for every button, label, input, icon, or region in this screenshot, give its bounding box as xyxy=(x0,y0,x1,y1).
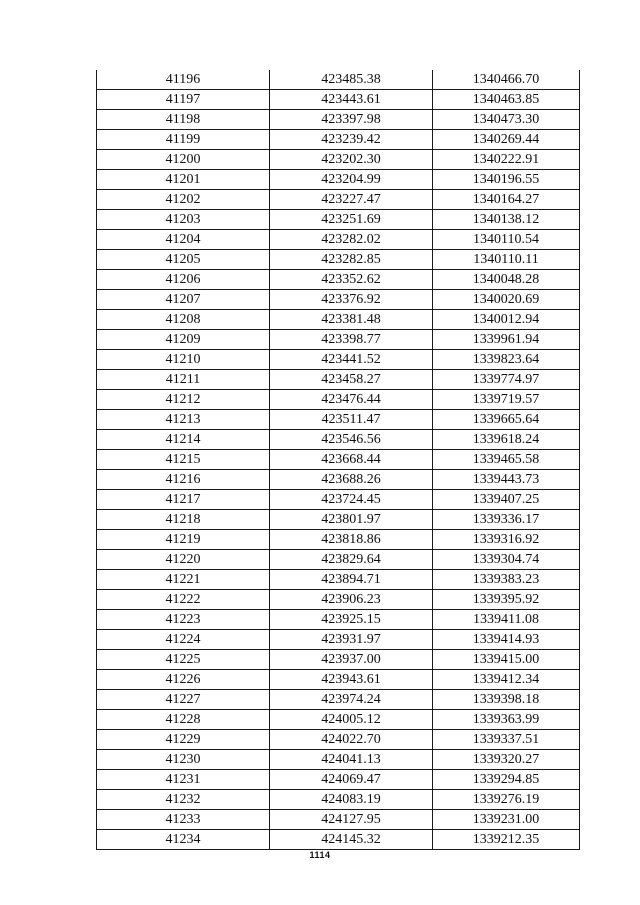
x-coordinate-cell: 423801.97 xyxy=(270,510,433,530)
point-id-cell: 41211 xyxy=(97,370,270,390)
table-row xyxy=(97,230,580,250)
y-coordinate-cell: 1339665.64 xyxy=(433,410,580,430)
y-coordinate-cell: 1340012.94 xyxy=(433,310,580,330)
table-row xyxy=(97,830,580,850)
x-coordinate-cell: 424083.19 xyxy=(270,790,433,810)
table-row xyxy=(97,310,580,330)
point-id-cell: 41214 xyxy=(97,430,270,450)
y-coordinate-cell: 1340222.91 xyxy=(433,150,580,170)
y-coordinate-cell: 1339316.92 xyxy=(433,530,580,550)
point-id-cell: 41207 xyxy=(97,290,270,310)
x-coordinate-cell: 423937.00 xyxy=(270,650,433,670)
table-row xyxy=(97,270,580,290)
point-id-cell: 41233 xyxy=(97,810,270,830)
table-row xyxy=(97,470,580,490)
x-coordinate-cell: 423204.99 xyxy=(270,170,433,190)
x-coordinate-cell: 424022.70 xyxy=(270,730,433,750)
table-row xyxy=(97,650,580,670)
table-row xyxy=(97,770,580,790)
y-coordinate-cell: 1339719.57 xyxy=(433,390,580,410)
point-id-cell: 41196 xyxy=(97,70,270,90)
x-coordinate-cell: 423931.97 xyxy=(270,630,433,650)
y-coordinate-cell: 1339398.18 xyxy=(433,690,580,710)
x-coordinate-cell: 424041.13 xyxy=(270,750,433,770)
page-number: 1114 xyxy=(309,850,331,860)
y-coordinate-cell: 1339618.24 xyxy=(433,430,580,450)
point-id-cell: 41197 xyxy=(97,90,270,110)
y-coordinate-cell: 1339212.35 xyxy=(433,830,580,850)
x-coordinate-cell: 423282.85 xyxy=(270,250,433,270)
table-row xyxy=(97,70,580,90)
table-row xyxy=(97,510,580,530)
point-id-cell: 41210 xyxy=(97,350,270,370)
y-coordinate-cell: 1339414.93 xyxy=(433,630,580,650)
table-row xyxy=(97,450,580,470)
x-coordinate-cell: 423906.23 xyxy=(270,590,433,610)
point-id-cell: 41206 xyxy=(97,270,270,290)
x-coordinate-cell: 423227.47 xyxy=(270,190,433,210)
table-row xyxy=(97,670,580,690)
y-coordinate-cell: 1339231.00 xyxy=(433,810,580,830)
point-id-cell: 41200 xyxy=(97,150,270,170)
point-id-cell: 41219 xyxy=(97,530,270,550)
table-row xyxy=(97,390,580,410)
point-id-cell: 41212 xyxy=(97,390,270,410)
table-row xyxy=(97,110,580,130)
table-row xyxy=(97,410,580,430)
table-row xyxy=(97,490,580,510)
x-coordinate-cell: 424005.12 xyxy=(270,710,433,730)
point-id-cell: 41215 xyxy=(97,450,270,470)
point-id-cell: 41204 xyxy=(97,230,270,250)
y-coordinate-cell: 1339337.51 xyxy=(433,730,580,750)
x-coordinate-cell: 423829.64 xyxy=(270,550,433,570)
point-id-cell: 41199 xyxy=(97,130,270,150)
y-coordinate-cell: 1339465.58 xyxy=(433,450,580,470)
point-id-cell: 41216 xyxy=(97,470,270,490)
x-coordinate-cell: 423943.61 xyxy=(270,670,433,690)
point-id-cell: 41201 xyxy=(97,170,270,190)
x-coordinate-cell: 423894.71 xyxy=(270,570,433,590)
x-coordinate-cell: 423239.42 xyxy=(270,130,433,150)
table-row xyxy=(97,430,580,450)
y-coordinate-cell: 1339415.00 xyxy=(433,650,580,670)
table-row xyxy=(97,370,580,390)
point-id-cell: 41203 xyxy=(97,210,270,230)
table-row xyxy=(97,190,580,210)
point-id-cell: 41205 xyxy=(97,250,270,270)
x-coordinate-cell: 423724.45 xyxy=(270,490,433,510)
point-id-cell: 41225 xyxy=(97,650,270,670)
x-coordinate-cell: 423668.44 xyxy=(270,450,433,470)
table-row xyxy=(97,530,580,550)
y-coordinate-cell: 1339395.92 xyxy=(433,590,580,610)
y-coordinate-cell: 1340269.44 xyxy=(433,130,580,150)
x-coordinate-cell: 423688.26 xyxy=(270,470,433,490)
point-id-cell: 41227 xyxy=(97,690,270,710)
x-coordinate-cell: 423202.30 xyxy=(270,150,433,170)
y-coordinate-cell: 1339276.19 xyxy=(433,790,580,810)
table-row xyxy=(97,570,580,590)
table-row xyxy=(97,330,580,350)
x-coordinate-cell: 423441.52 xyxy=(270,350,433,370)
table-row xyxy=(97,250,580,270)
table-row xyxy=(97,150,580,170)
coordinates-table xyxy=(96,70,580,850)
x-coordinate-cell: 423546.56 xyxy=(270,430,433,450)
x-coordinate-cell: 423352.62 xyxy=(270,270,433,290)
y-coordinate-cell: 1339304.74 xyxy=(433,550,580,570)
y-coordinate-cell: 1340110.54 xyxy=(433,230,580,250)
x-coordinate-cell: 423251.69 xyxy=(270,210,433,230)
point-id-cell: 41202 xyxy=(97,190,270,210)
x-coordinate-cell: 423398.77 xyxy=(270,330,433,350)
table-row xyxy=(97,610,580,630)
point-id-cell: 41229 xyxy=(97,730,270,750)
x-coordinate-cell: 423381.48 xyxy=(270,310,433,330)
y-coordinate-cell: 1340473.30 xyxy=(433,110,580,130)
y-coordinate-cell: 1340048.28 xyxy=(433,270,580,290)
table-row xyxy=(97,170,580,190)
x-coordinate-cell: 424127.95 xyxy=(270,810,433,830)
y-coordinate-cell: 1340138.12 xyxy=(433,210,580,230)
x-coordinate-cell: 424069.47 xyxy=(270,770,433,790)
x-coordinate-cell: 423818.86 xyxy=(270,530,433,550)
x-coordinate-cell: 423397.98 xyxy=(270,110,433,130)
point-id-cell: 41223 xyxy=(97,610,270,630)
y-coordinate-cell: 1339320.27 xyxy=(433,750,580,770)
point-id-cell: 41228 xyxy=(97,710,270,730)
table-row xyxy=(97,550,580,570)
y-coordinate-cell: 1339407.25 xyxy=(433,490,580,510)
table-row xyxy=(97,630,580,650)
point-id-cell: 41218 xyxy=(97,510,270,530)
y-coordinate-cell: 1339774.97 xyxy=(433,370,580,390)
point-id-cell: 41217 xyxy=(97,490,270,510)
y-coordinate-cell: 1339412.34 xyxy=(433,670,580,690)
point-id-cell: 41221 xyxy=(97,570,270,590)
point-id-cell: 41198 xyxy=(97,110,270,130)
y-coordinate-cell: 1340020.69 xyxy=(433,290,580,310)
table-row xyxy=(97,90,580,110)
table-row xyxy=(97,790,580,810)
y-coordinate-cell: 1339443.73 xyxy=(433,470,580,490)
table-row xyxy=(97,730,580,750)
x-coordinate-cell: 423974.24 xyxy=(270,690,433,710)
point-id-cell: 41213 xyxy=(97,410,270,430)
point-id-cell: 41222 xyxy=(97,590,270,610)
table-row xyxy=(97,290,580,310)
x-coordinate-cell: 423282.02 xyxy=(270,230,433,250)
table-row xyxy=(97,710,580,730)
y-coordinate-cell: 1340466.70 xyxy=(433,70,580,90)
point-id-cell: 41208 xyxy=(97,310,270,330)
y-coordinate-cell: 1340196.55 xyxy=(433,170,580,190)
point-id-cell: 41226 xyxy=(97,670,270,690)
x-coordinate-cell: 423443.61 xyxy=(270,90,433,110)
table-row xyxy=(97,690,580,710)
y-coordinate-cell: 1339383.23 xyxy=(433,570,580,590)
x-coordinate-cell: 423458.27 xyxy=(270,370,433,390)
y-coordinate-cell: 1340110.11 xyxy=(433,250,580,270)
table-row xyxy=(97,130,580,150)
point-id-cell: 41230 xyxy=(97,750,270,770)
y-coordinate-cell: 1340463.85 xyxy=(433,90,580,110)
y-coordinate-cell: 1339823.64 xyxy=(433,350,580,370)
y-coordinate-cell: 1339363.99 xyxy=(433,710,580,730)
y-coordinate-cell: 1339411.08 xyxy=(433,610,580,630)
point-id-cell: 41220 xyxy=(97,550,270,570)
x-coordinate-cell: 423485.38 xyxy=(270,70,433,90)
x-coordinate-cell: 423925.15 xyxy=(270,610,433,630)
table-row xyxy=(97,350,580,370)
x-coordinate-cell: 423376.92 xyxy=(270,290,433,310)
point-id-cell: 41232 xyxy=(97,790,270,810)
x-coordinate-cell: 423476.44 xyxy=(270,390,433,410)
y-coordinate-cell: 1339336.17 xyxy=(433,510,580,530)
table-row xyxy=(97,750,580,770)
table-row xyxy=(97,590,580,610)
y-coordinate-cell: 1339961.94 xyxy=(433,330,580,350)
point-id-cell: 41209 xyxy=(97,330,270,350)
table-row xyxy=(97,810,580,830)
table-row xyxy=(97,210,580,230)
x-coordinate-cell: 424145.32 xyxy=(270,830,433,850)
x-coordinate-cell: 423511.47 xyxy=(270,410,433,430)
y-coordinate-cell: 1340164.27 xyxy=(433,190,580,210)
point-id-cell: 41234 xyxy=(97,830,270,850)
point-id-cell: 41224 xyxy=(97,630,270,650)
point-id-cell: 41231 xyxy=(97,770,270,790)
y-coordinate-cell: 1339294.85 xyxy=(433,770,580,790)
coordinates-table-body xyxy=(97,70,580,850)
